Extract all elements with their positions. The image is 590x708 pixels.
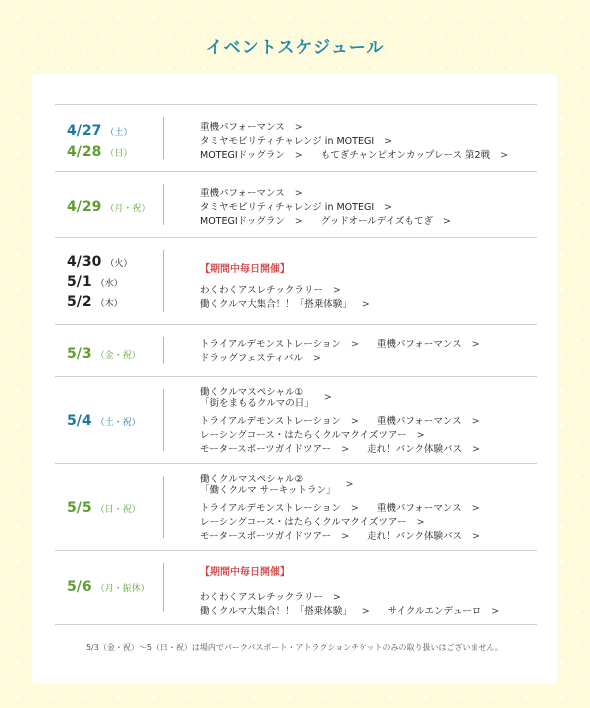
event-link[interactable]: [200, 474, 354, 496]
date-weekday: （金・祝）: [95, 351, 141, 361]
event-label-line: 働くクルマスペシャル①: [200, 387, 304, 398]
event-line: [200, 514, 480, 528]
divider: [163, 337, 164, 364]
event-label: 重機パフォーマンス: [376, 339, 462, 350]
event-link[interactable]: [377, 500, 480, 514]
event-label: レーシングコース・はたらくクルマクイズツアー: [200, 430, 407, 441]
event-link[interactable]: [321, 147, 508, 161]
event-line: [200, 199, 451, 213]
chevron-right-icon: >: [361, 606, 370, 617]
event-link[interactable]: [200, 413, 359, 427]
chevron-right-icon: >: [384, 136, 393, 147]
event-line: [200, 500, 480, 514]
chevron-right-icon: >: [323, 392, 332, 403]
event-list: [200, 185, 451, 227]
event-label: タミヤモビリティチャレンジ in MOTEGI: [200, 136, 375, 147]
chevron-right-icon: >: [471, 531, 480, 542]
date-weekday: （土）: [105, 128, 133, 138]
schedule-row: [55, 551, 537, 625]
event-line: [200, 528, 480, 542]
event-link[interactable]: [200, 514, 425, 528]
schedule-row: [55, 377, 537, 464]
chevron-right-icon: >: [312, 353, 321, 364]
event-line: [200, 185, 451, 199]
event-line: [200, 427, 480, 441]
date-weekday: （月・振休）: [95, 584, 150, 594]
chevron-right-icon: >: [384, 202, 393, 213]
event-line: [200, 282, 370, 296]
chevron-right-icon: >: [491, 606, 500, 617]
chevron-right-icon: >: [500, 150, 509, 161]
date-day: 5/3: [67, 346, 92, 362]
event-link[interactable]: [200, 213, 303, 227]
date-day: 5/4: [67, 413, 92, 429]
event-list: [200, 260, 370, 310]
schedule-row: [55, 464, 537, 551]
event-line: [200, 119, 508, 133]
event-label: モータースポーツガイドツアー: [200, 531, 332, 542]
chevron-right-icon: >: [471, 444, 480, 455]
date-group: [67, 576, 150, 597]
event-link[interactable]: [200, 185, 303, 199]
event-list: [200, 563, 499, 617]
event-line: [200, 133, 508, 147]
event-label: トライアルデモンストレーション: [200, 503, 341, 514]
chevron-right-icon: >: [294, 216, 303, 227]
chevron-right-icon: >: [443, 216, 451, 227]
event-label-line: 働くクルマスペシャル②: [200, 474, 304, 485]
event-date: [67, 576, 150, 597]
event-date: [67, 196, 150, 217]
date-weekday: （日）: [105, 149, 133, 159]
event-date: [67, 410, 141, 431]
chevron-right-icon: >: [471, 416, 480, 427]
page-title: イベントスケジュール: [205, 38, 385, 58]
chevron-right-icon: >: [416, 430, 425, 441]
schedule-card: [32, 74, 557, 684]
event-list: [200, 474, 480, 542]
event-line: [200, 603, 499, 617]
event-label: モータースポーツガイドツアー: [200, 444, 332, 455]
event-label: MOTEGIドッグラン: [200, 216, 285, 227]
event-line: [200, 147, 508, 161]
event-label: MOTEGIドッグラン: [200, 150, 285, 161]
date-day: 5/2: [67, 294, 92, 310]
date-day: 5/1: [67, 274, 92, 290]
event-line: [200, 213, 451, 227]
event-link[interactable]: [200, 133, 392, 147]
divider: [163, 476, 164, 538]
event-date: [67, 497, 141, 518]
event-label-line: 「街をまもるクルマの日」: [200, 398, 314, 409]
event-link[interactable]: [200, 387, 332, 409]
chevron-right-icon: >: [350, 503, 359, 514]
event-label: わくわくアスレチックラリー: [200, 592, 323, 603]
event-label: もてぎチャンピオンカップレース 第2戦: [320, 150, 491, 161]
date-group: [67, 196, 150, 217]
event-label: ドラッグフェスティバル: [200, 353, 303, 364]
event-label: グッドオールデイズもてぎ: [320, 216, 434, 227]
chevron-right-icon: >: [361, 299, 370, 310]
event-label: トライアルデモンストレーション: [200, 416, 341, 427]
event-date: [67, 291, 132, 311]
event-line: [200, 387, 480, 413]
event-label: レーシングコース・はたらくクルマクイズツアー: [200, 517, 407, 528]
schedule-table: [55, 104, 537, 625]
event-line: [200, 350, 480, 364]
event-link[interactable]: [200, 282, 341, 296]
event-link[interactable]: [200, 441, 349, 455]
date-day: 4/30: [67, 254, 102, 270]
date-day: 4/27: [67, 123, 102, 139]
event-link[interactable]: [200, 350, 321, 364]
event-date: [67, 120, 132, 141]
event-link[interactable]: [200, 500, 359, 514]
event-line: [200, 413, 480, 427]
event-line: [200, 474, 480, 500]
date-weekday: （月・祝）: [105, 204, 151, 214]
chevron-right-icon: >: [350, 416, 359, 427]
divider: [163, 184, 164, 225]
event-line: [200, 441, 480, 455]
event-label: 働くクルマ大集合！！「搭乗体験」: [200, 606, 352, 617]
event-list: [200, 387, 480, 455]
event-link[interactable]: [200, 119, 303, 133]
date-group: [67, 120, 132, 162]
date-group: [67, 410, 141, 431]
event-label-line: 「働くクルマ サーキットラン」: [200, 485, 336, 496]
date-weekday: （日・祝）: [95, 505, 141, 515]
divider: [163, 389, 164, 451]
event-link[interactable]: [200, 427, 425, 441]
event-list: [200, 336, 480, 364]
date-day: 4/28: [67, 144, 102, 160]
chevron-right-icon: >: [471, 503, 480, 514]
chevron-right-icon: >: [350, 339, 359, 350]
event-link[interactable]: [200, 528, 349, 542]
event-date: [67, 251, 132, 271]
daily-notice: 【期間中毎日開催】: [200, 264, 290, 275]
event-link[interactable]: [200, 147, 303, 161]
daily-notice: 【期間中毎日開催】: [200, 567, 290, 578]
event-date: [67, 343, 141, 364]
schedule-row: [55, 238, 537, 325]
event-link[interactable]: [321, 213, 451, 227]
event-link[interactable]: [200, 199, 392, 213]
event-link[interactable]: [377, 336, 480, 350]
schedule-row: [55, 325, 537, 377]
chevron-right-icon: >: [294, 188, 303, 199]
schedule-row: [55, 105, 537, 172]
chevron-right-icon: >: [416, 517, 425, 528]
schedule-row: [55, 172, 537, 238]
footnote: 5/3（金・祝）～5（日・祝）は場内でパークパスポート・アトラクションチケットのみの取り扱いはございません。: [85, 643, 504, 652]
event-link[interactable]: [200, 296, 370, 310]
event-date: [67, 271, 132, 291]
event-line: [200, 589, 499, 603]
event-link[interactable]: [200, 589, 341, 603]
chevron-right-icon: >: [294, 122, 303, 133]
event-label: サイクルエンデューロ: [387, 606, 482, 617]
chevron-right-icon: >: [345, 479, 354, 490]
date-group: [67, 497, 141, 518]
date-weekday: （木）: [95, 299, 123, 309]
chevron-right-icon: >: [471, 339, 480, 350]
event-link[interactable]: [388, 603, 500, 617]
chevron-right-icon: >: [294, 150, 303, 161]
date-day: 4/29: [67, 199, 102, 215]
event-label: タミヤモビリティチャレンジ in MOTEGI: [200, 202, 375, 213]
chevron-right-icon: >: [341, 531, 350, 542]
event-label: 重機パフォーマンス: [376, 503, 462, 514]
event-label: 走れ！バンク体験バス: [367, 444, 462, 455]
date-day: 5/6: [67, 579, 92, 595]
event-list: [200, 119, 508, 161]
event-line: [200, 336, 480, 350]
event-label: 重機パフォーマンス: [200, 188, 285, 199]
divider: [163, 250, 164, 312]
event-label: 働くクルマ大集合！！「搭乗体験」: [200, 299, 352, 310]
date-weekday: （火）: [105, 259, 133, 269]
event-line: [200, 296, 370, 310]
event-label: 走れ！バンク体験バス: [367, 531, 462, 542]
event-link[interactable]: [377, 413, 480, 427]
chevron-right-icon: >: [332, 592, 341, 603]
date-weekday: （水）: [95, 279, 123, 289]
event-link[interactable]: [367, 441, 480, 455]
divider: [163, 563, 164, 612]
event-label: [200, 387, 314, 409]
event-label: わくわくアスレチックラリー: [200, 285, 323, 296]
chevron-right-icon: >: [332, 285, 341, 296]
date-weekday: （土・祝）: [95, 418, 141, 428]
event-link[interactable]: [367, 528, 480, 542]
event-date: [67, 141, 132, 162]
date-group: [67, 343, 141, 364]
date-day: 5/5: [67, 500, 92, 516]
event-label: 重機パフォーマンス: [200, 122, 285, 133]
event-label: 重機パフォーマンス: [376, 416, 462, 427]
date-group: [67, 251, 132, 311]
event-link[interactable]: [200, 603, 370, 617]
event-label: トライアルデモンストレーション: [200, 339, 341, 350]
divider: [163, 117, 164, 159]
event-link[interactable]: [200, 336, 359, 350]
event-label: [200, 474, 336, 496]
chevron-right-icon: >: [341, 444, 350, 455]
